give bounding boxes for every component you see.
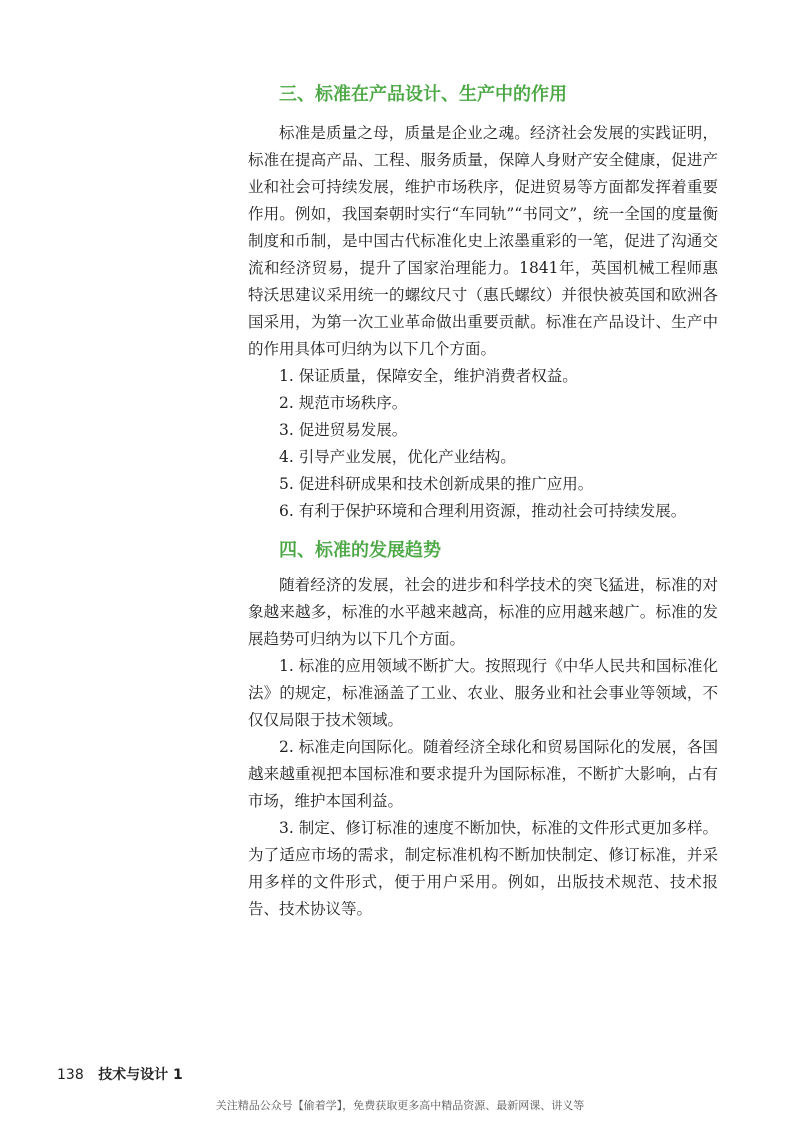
trend-point: 2. 标准走向国际化。随着经济全球化和贸易国际化的发展，各国越来越重视把本国标准和要求提升为国际标准，不断扩大影响，占有市场，维护本国利益。 [248, 738, 718, 810]
section-3-paragraph: 标准是质量之母，质量是企业之魂。经济社会发展的实践证明，标准在提高产品、工程、服务质量，保障人身财产安全健康，促进产业和社会可持续发展，维护市场秩序，促进贸易等方面都发挥着重要作用。例如，我国秦朝时实行“车同轨”“书同文”，统一全国的度量衡制度和币制，是中国古代标准化史上浓墨重彩的一笔，促进了沟通交流和经济贸易，提升了国家治理能力。1841年，英国机械工程师惠特沃思建议采用统一的螺纹尺寸（惠氏螺纹）并很快被英国和欧洲各国采用，为第一次工业革命做出重要贡献。标准在产品设计、生产中的作用具体可归纳为以下几个方面。 [248, 124, 718, 358]
trend-point: 1. 标准的应用领域不断扩大。按照现行《中华人民共和国标准化法》的规定，标准涵盖了工业、农业、服务业和社会事业等领域，不仅仅局限于技术领域。 [248, 657, 718, 729]
section-4-title: 四、标准的发展趋势 [279, 540, 441, 561]
page-number: 138 [57, 1067, 84, 1083]
list-item: 2. 规范市场秩序。 [279, 394, 408, 412]
book-title: 技术与设计 1 [98, 1067, 183, 1083]
list-item: 3. 促进贸易发展。 [279, 421, 408, 439]
list-item: 4. 引导产业发展，优化产业结构。 [279, 448, 516, 466]
watermark-text: 关注精品公众号【偷着学】，免费获取更多高中精品资源、最新网课、讲义等 [215, 1099, 585, 1112]
list-item: 1. 保证质量，保障安全，维护消费者权益。 [279, 367, 578, 385]
trend-point: 3. 制定、修订标准的速度不断加快，标准的文件形式更加多样。为了适应市场的需求，制定标准机构不断加快制定、修订标准，并采用多样的文件形式，便于用户采用。例如，出版技术规范、技术报告、技术协议等。 [248, 819, 718, 918]
section-3-title: 三、标准在产品设计、生产中的作用 [279, 84, 567, 105]
section-4-intro: 随着经济的发展，社会的进步和科学技术的突飞猛进，标准的对象越来越多，标准的水平越来越高，标准的应用越来越广。标准的发展趋势可归纳为以下几个方面。 [248, 576, 718, 648]
section-3-body [248, 120, 718, 525]
section-4-body [248, 572, 718, 923]
list-item: 5. 促进科研成果和技术创新成果的推广应用。 [279, 475, 594, 493]
page-footer [57, 1064, 183, 1084]
list-item: 6. 有利于保护环境和合理利用资源，推动社会可持续发展。 [279, 502, 687, 520]
